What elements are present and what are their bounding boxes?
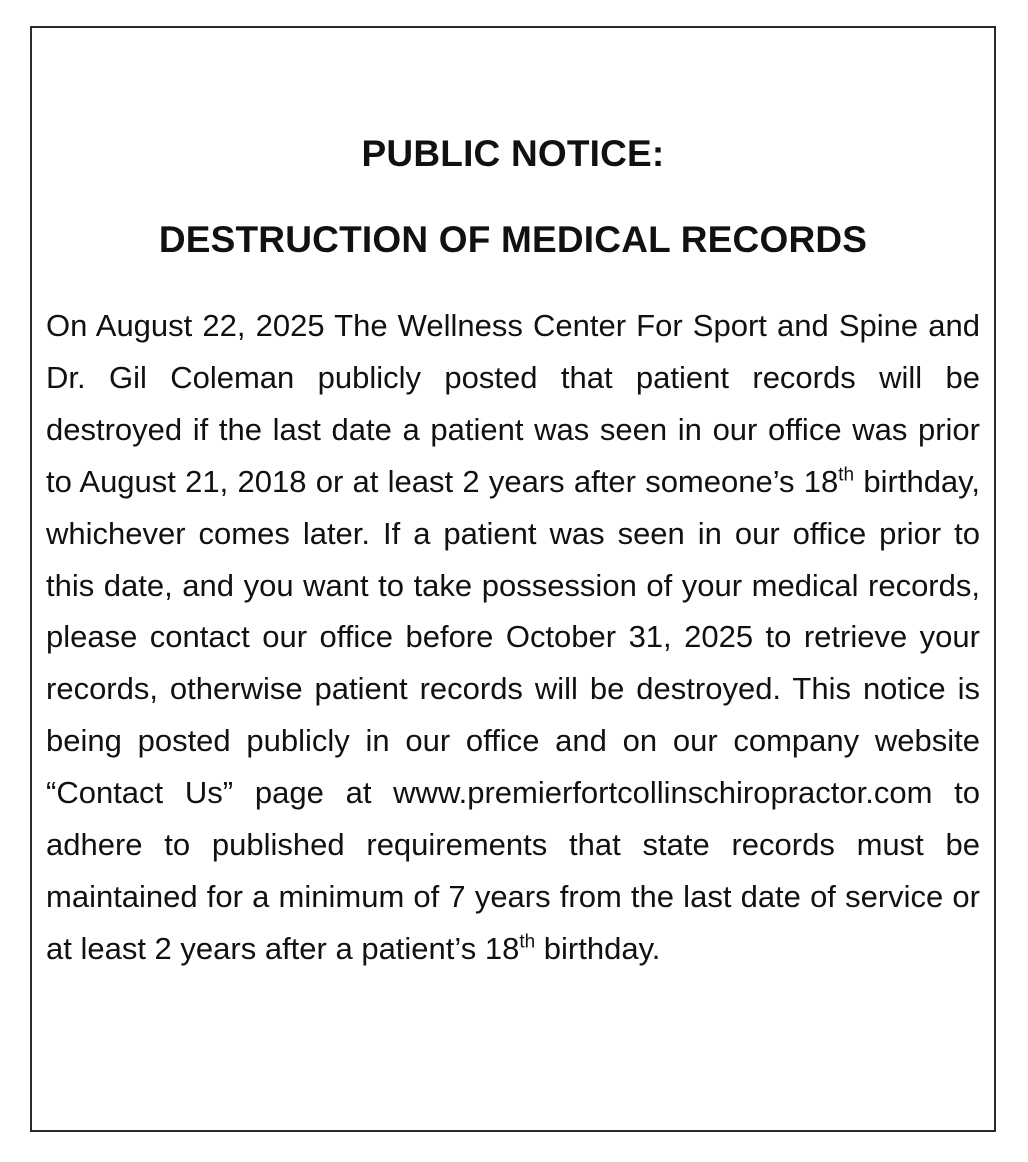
- ordinal-suffix-1: th: [838, 464, 855, 486]
- notice-body-part-2: birthday, whichever comes later. If a patient was seen in our office prior to this date, and you want to take possession of your medical records, please contact our office before October 31, 2025 to retrieve your records, otherwise patient records will be destroyed. This notice is being posted publicly in our office and on our company website “Contact Us” page at www.premierfortcollinschiropractor.com to adhere to published requirements that state records must be maintained for a minimum of 7 years from the last date of service or at least 2 years after a patient’s 18: [46, 463, 980, 966]
- notice-title: PUBLIC NOTICE:: [361, 133, 665, 174]
- ordinal-suffix-2: th: [519, 931, 536, 953]
- notice-body-part-3: birthday.: [535, 930, 661, 966]
- notice-frame: [30, 26, 996, 1132]
- notice-body: [46, 300, 980, 975]
- notice-subtitle: DESTRUCTION OF MEDICAL RECORDS: [158, 219, 868, 260]
- notice-body-part-1: On August 22, 2025 The Wellness Center For Sport and Spine and Dr. Gil Coleman publicly posted that patient records will be destroyed if the last date a patient was seen in our office was prior to August 21, 2018 or at least 2 years after someone’s 18: [46, 308, 980, 499]
